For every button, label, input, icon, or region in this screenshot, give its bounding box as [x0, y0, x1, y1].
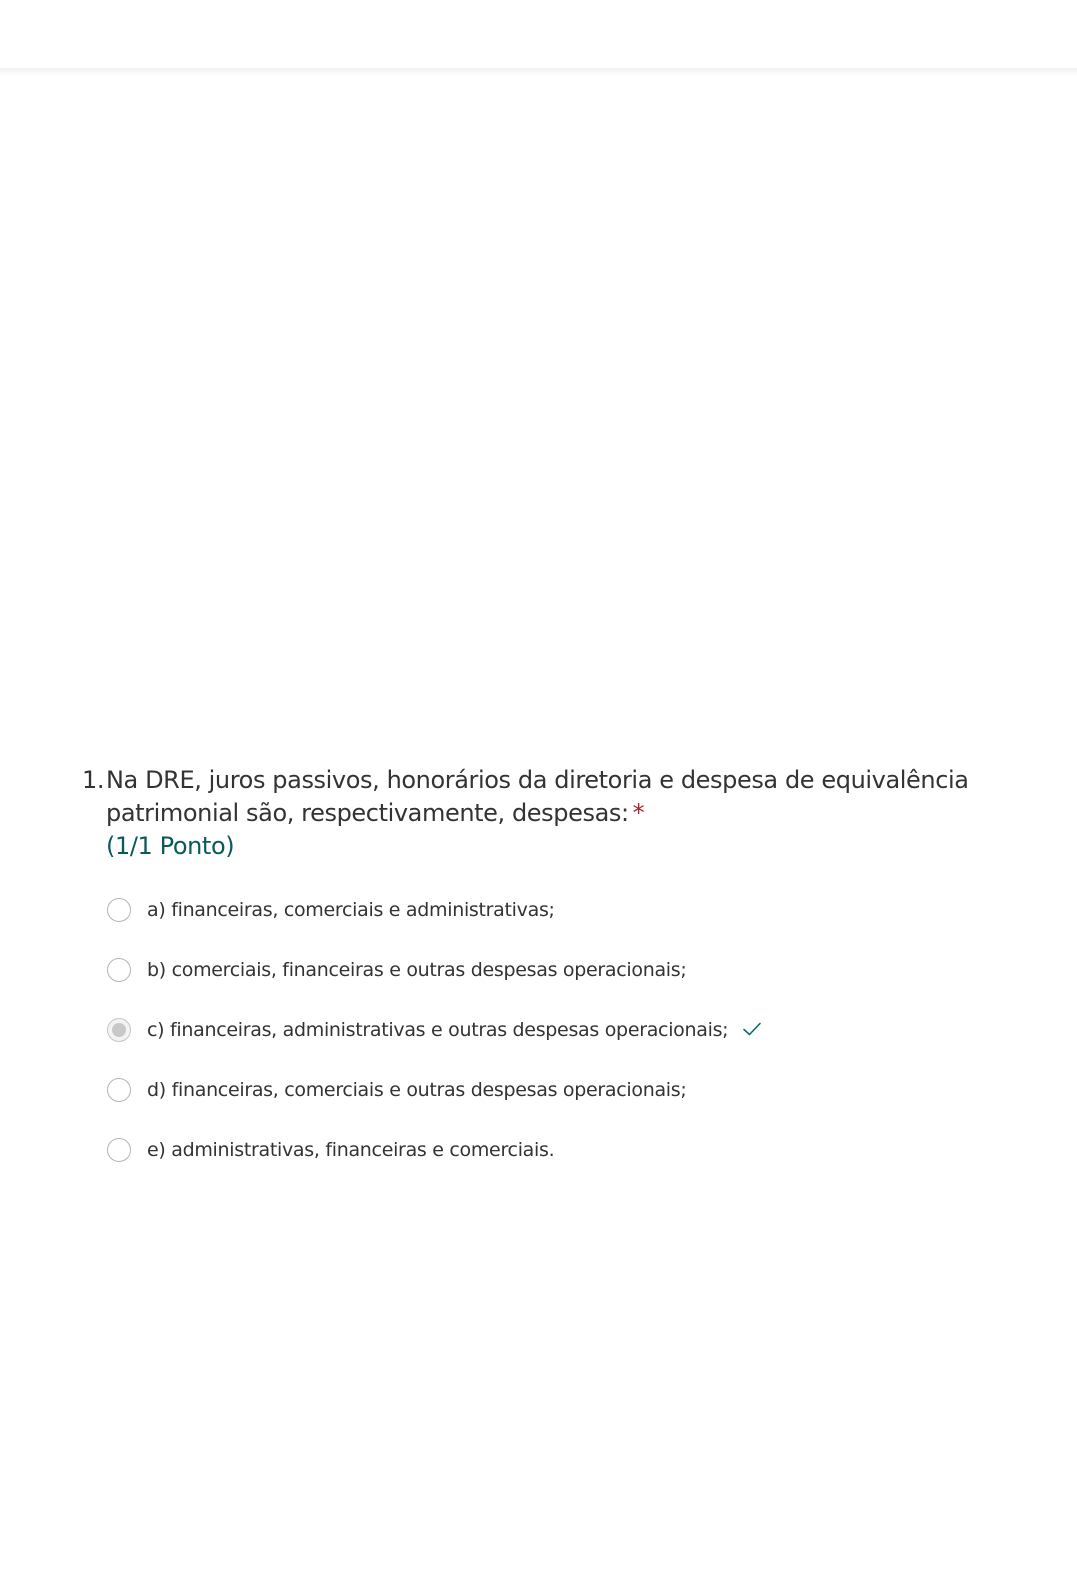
- radio-button[interactable]: [107, 958, 131, 982]
- option-label: a) financeiras, comerciais e administrativas;: [147, 899, 555, 921]
- required-mark: *: [632, 799, 645, 827]
- option-b[interactable]: [107, 956, 762, 1016]
- question-number: 1.: [82, 766, 105, 794]
- question-1: [82, 764, 982, 863]
- checkmark-icon: [742, 1021, 762, 1037]
- option-d[interactable]: [107, 1076, 762, 1136]
- radio-button[interactable]: [107, 1138, 131, 1162]
- option-label-text: c) financeiras, administrativas e outras despesas operacionais;: [147, 1019, 729, 1041]
- question-title: [82, 764, 982, 863]
- option-e[interactable]: [107, 1136, 762, 1196]
- option-label: d) financeiras, comerciais e outras despesas operacionais;: [147, 1079, 687, 1101]
- radio-button-selected[interactable]: [107, 1018, 131, 1042]
- question-points: (1/1 Ponto): [106, 832, 235, 860]
- option-label: b) comerciais, financeiras e outras despesas operacionais;: [147, 959, 687, 981]
- answer-options: [107, 896, 762, 1196]
- option-label: e) administrativas, financeiras e comerciais.: [147, 1139, 555, 1161]
- radio-button[interactable]: [107, 898, 131, 922]
- radio-button[interactable]: [107, 1078, 131, 1102]
- question-text: Na DRE, juros passivos, honorários da diretoria e despesa de equivalência patrimonial são, respectivamente, despesas:: [106, 766, 969, 827]
- option-a[interactable]: [107, 896, 762, 956]
- option-c[interactable]: [107, 1016, 762, 1076]
- option-label: [147, 1016, 762, 1044]
- header-divider: [0, 68, 1077, 76]
